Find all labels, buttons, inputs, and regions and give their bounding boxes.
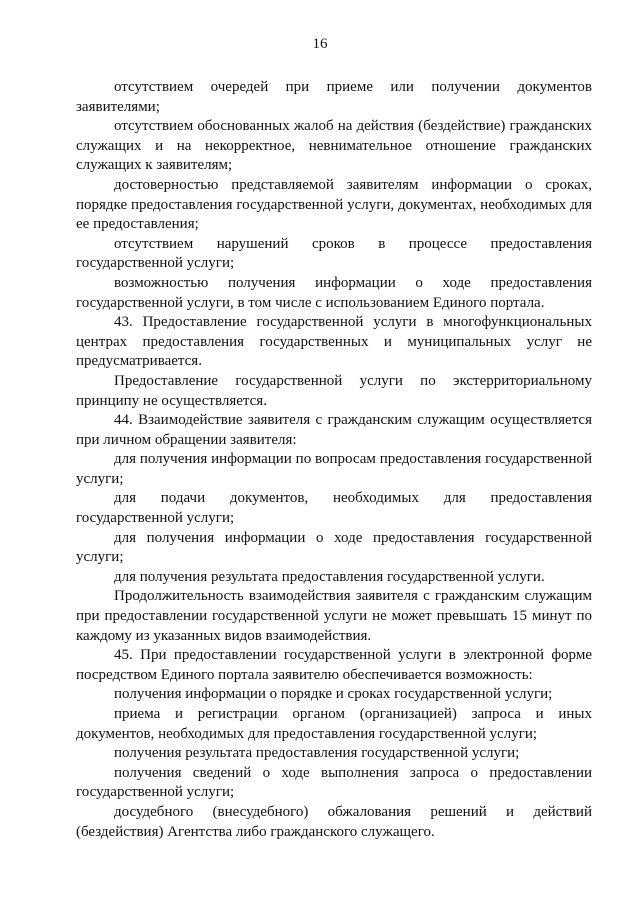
paragraph: отсутствием очередей при приеме или получении документов заявителями;	[76, 79, 592, 115]
document-body	[76, 78, 592, 842]
paragraph: для подачи документов, необходимых для предоставления государственной услуги;	[76, 490, 592, 527]
paragraph: возможностью получения информации о ходе предоставления государственной услуги, в том числе с использованием Единого портала.	[76, 274, 592, 311]
paragraph: для получения информации о ходе предоставления государственной услуги;	[76, 529, 592, 566]
paragraph: Продолжительность взаимодействия заявителя с гражданским служащим при предоставлении государственной услуги не может превышать 15 минут по каждому из указанных видов взаимодействия.	[76, 588, 592, 644]
paragraph: 44. Взаимодействие заявителя с гражданским служащим осуществляется при личном обращении заявителя:	[76, 412, 592, 448]
paragraph: приема и регистрации органом (организацией) запроса и иных документов, необходимых для предоставления государственной услуги;	[76, 706, 592, 742]
paragraph: для получения результата предоставления государственной услуги.	[114, 568, 545, 585]
page-number: 16	[312, 36, 328, 52]
paragraph: для получения информации по вопросам предоставления государственной услуги;	[76, 451, 592, 487]
paragraph: получения информации о порядке и сроках государственной услуги;	[114, 686, 553, 703]
paragraph: достоверностью представляемой заявителям информации о сроках, порядке предоставления государственной услуги, документах, необходимых для ее предоставления;	[76, 176, 592, 233]
paragraph: Предоставление государственной услуги по экстерриториальному принципу не осуществляется.	[76, 372, 592, 409]
paragraph: отсутствием нарушений сроков в процессе предоставления государственной услуги;	[76, 235, 592, 272]
paragraph: получения сведений о ходе выполнения запроса о предоставлении государственной услуги;	[76, 764, 592, 801]
paragraph: отсутствием обоснованных жалоб на действия (бездействие) гражданских служащих и на некорректное, невнимательное отношение гражданских служащих к заявителям;	[76, 118, 592, 174]
paragraph: получения результата предоставления государственной услуги;	[114, 745, 520, 762]
paragraph: досудебного (внесудебного) обжалования решений и действий (бездействия) Агентства либо гражданского служащего.	[76, 803, 592, 840]
paragraph: 45. При предоставлении государственной услуги в электронной форме посредством Единого портала заявителю обеспечивается возможность:	[76, 647, 592, 683]
paragraph: 43. Предоставление государственной услуги в многофункциональных центрах предоставления государственных и муниципальных услуг не предусматривается.	[76, 314, 592, 370]
